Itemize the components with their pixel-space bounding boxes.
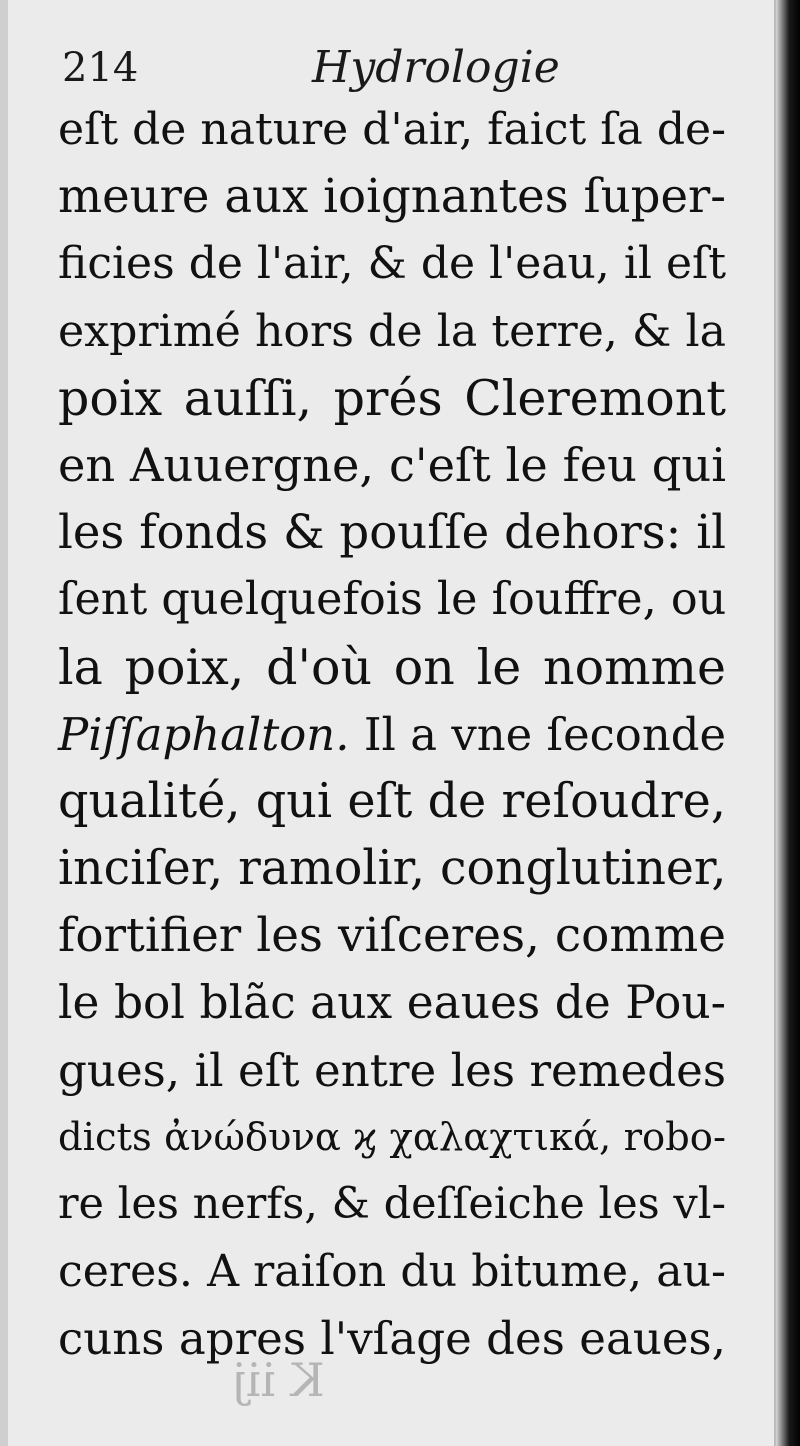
- text-line: poix auſſi, prés Cleremont: [58, 369, 726, 427]
- text-line: qualité, qui eſt de reſoudre,: [58, 773, 726, 829]
- text-line: ſent quelquefois le ſouffre, ou: [58, 574, 727, 626]
- text-line: en Auuergne, c'eſt le feu qui: [58, 437, 726, 492]
- text-line: eſt de nature d'air, faict ſa de-: [58, 104, 726, 155]
- text-line: meure aux ioignantes ſuper-: [58, 169, 726, 224]
- text-line: re les nerfs, & deſſeiche les vl-: [58, 1179, 726, 1229]
- page-header: [62, 38, 722, 98]
- page-left-edge: [0, 0, 8, 1446]
- show-through-signature: K iij: [232, 1353, 325, 1407]
- text-line: exprimé hors de la terre, & la: [58, 305, 726, 357]
- text-line: Piſſaphalton. Il a vne ſeconde: [58, 707, 726, 761]
- text-line: les fonds & pouſſe dehors: il: [58, 505, 726, 560]
- page-gutter-shadow: [776, 0, 800, 1446]
- text-line: dicts ἀνώδυνα ϗ χαλαχτικά, robo-: [58, 1114, 726, 1160]
- running-title: Hydrologie: [312, 42, 560, 93]
- italic-term: Piſſaphalton.: [58, 707, 350, 761]
- text-line: ceres. A raiſon du bitume, au-: [58, 1246, 726, 1298]
- text-line: ficies de l'air, & de l'eau, il eſt: [58, 238, 726, 290]
- body-text: [58, 96, 726, 1373]
- text-line: le bol blãc aux eaues de Pou-: [58, 976, 726, 1030]
- page-number: 214: [62, 45, 139, 91]
- text-line: inciſer, ramolir, conglutiner,: [58, 841, 727, 897]
- text-line: gues, il eſt entre les remedes: [58, 1043, 726, 1097]
- text-line: cuns apres l'vſage des eaues,: [58, 1312, 726, 1366]
- text-line: la poix, d'où on le nomme: [58, 638, 726, 696]
- text-line: fortifier les viſceres, comme: [58, 908, 726, 964]
